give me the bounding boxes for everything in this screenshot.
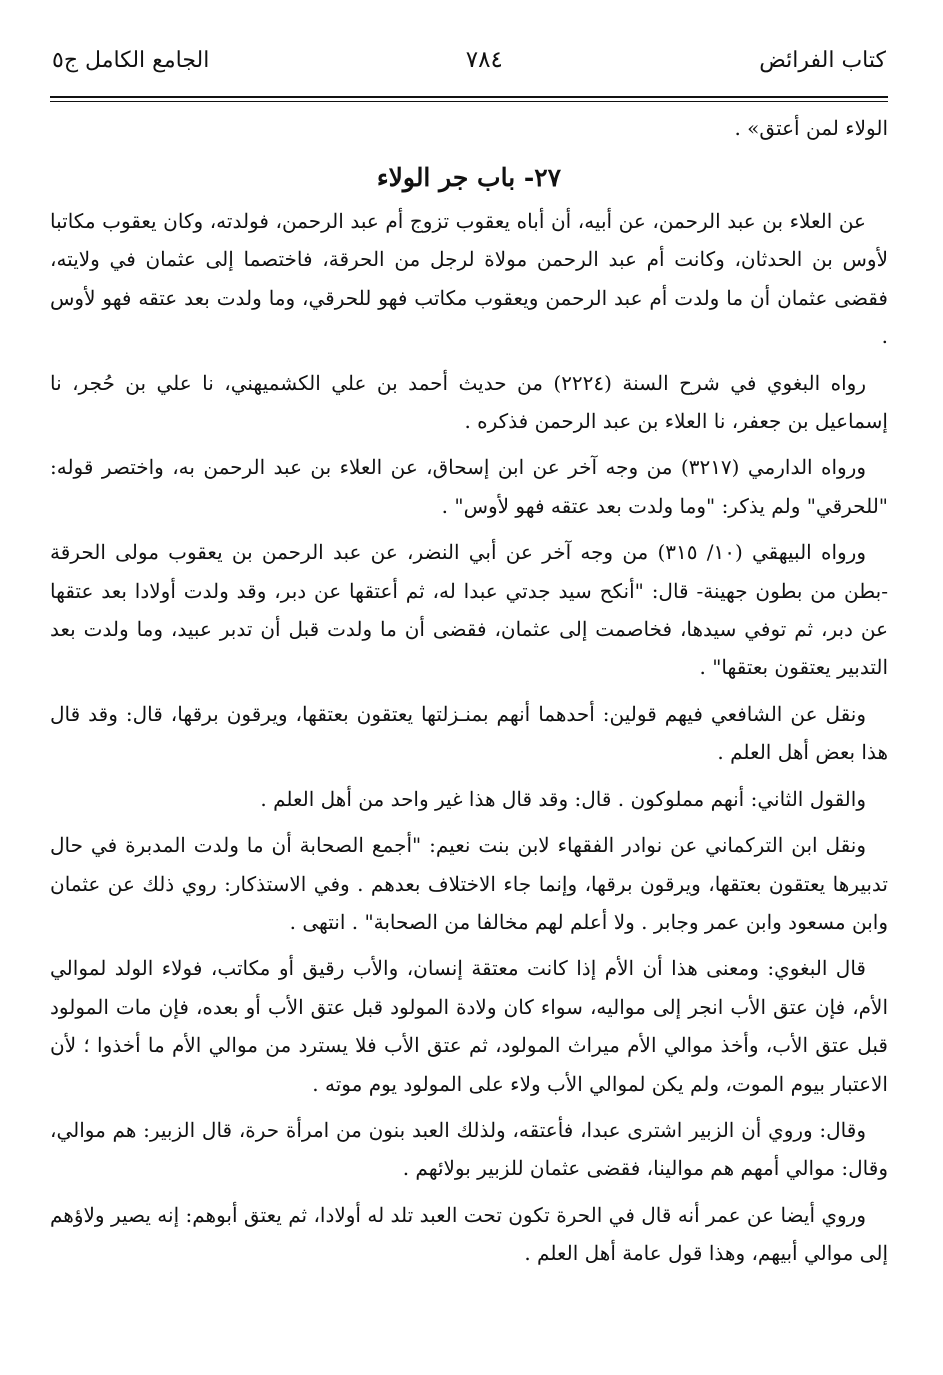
page-number: ٧٨٤ xyxy=(465,47,503,73)
chapter-title: ٢٧- باب جر الولاء xyxy=(376,163,562,192)
paragraph: ونقل ابن التركماني عن نوادر الفقهاء لابن بنت نعيم: "أجمع الصحابة أن ما ولدت المدبرة في حال تدبيرها يعتقون بعتقها، ويرقون برقها، وإنما جاء الاختلاف بعدهم . وفي الاستذكار: روي ذلك عن عثمان وابن مسعود وابن عمر وجابر . ولا أعلم لهم مخالفا من الصحابة" . انتهى . xyxy=(50,833,888,934)
paragraph: وقال: وروي أن الزبير اشترى عبدا، فأعتقه، ولذلك العبد بنون من امرأة حرة، قال الزبير: هم موالي، وقال: موالي أمهم هم موالينا، فقضى عثمان للزبير بولائهم . xyxy=(50,1117,888,1181)
paragraph: قال البغوي: ومعنى هذا أن الأم إذا كانت معتقة إنسان، والأب رقيق أو مكاتب، فولاء الولد لموالي الأم، فإن عتق الأب انجر إلى مواليه، سواء كان ولادة المولود قبل عتق الأب أو بعده، فإن مات المولود قبل عتق الأب، وأخذ موالي الأم ميراث المولود، ثم عتق الأب فلا يسترد من موالي الأم ما أخذوا ؛ لأن الاعتبار بيوم الموت، ولم يكن لموالي الأب ولاء على المولود يوم موته . xyxy=(50,956,888,1096)
header-volume-title: الجامع الكامل ج٥ xyxy=(52,48,210,73)
paragraph: رواه البغوي في شرح السنة (٢٢٢٤) من حديث أحمد بن علي الكشميهني، نا علي بن حُجر، نا إسماعيل بن جعفر، نا العلاء بن عبد الرحمن فذكره . xyxy=(50,370,888,434)
paragraph: والقول الثاني: أنهم مملوكون . قال: وقد قال هذا غير واحد من أهل العلم . xyxy=(260,786,866,811)
book-page xyxy=(50,40,888,1281)
paragraph: ورواه الدارمي (٣٢١٧) من وجه آخر عن ابن إسحاق، عن العلاء بن عبد الرحمن به، واختصر قوله: "للحرقي" ولم يذكر: "وما ولدت بعد عتقه فهو لأوس" . xyxy=(50,455,888,518)
header-rule xyxy=(50,96,888,102)
paragraph: ورواه البيهقي (١٠/ ٣١٥) من وجه آخر عن أبي النضر، عن عبد الرحمن بن يعقوب مولى الحرقة -بطن من بطون جهينة- قال: "أنكح سيد جدتي عبدا له، ثم أعتقها عن دبر، وقد ولدت أولادا بعد عتقها عن دبر، ثم توفي سيدها، فخاصمت إلى عثمان، فقضى أن ما ولدت قبل أن تدبر عبيد، وما ولدت بعد التدبير يعتقون بعتقها" . xyxy=(50,540,889,680)
continuation-line: الولاء لمن أعتق» . xyxy=(734,116,888,140)
paragraph: عن العلاء بن عبد الرحمن، عن أبيه، أن أباه يعقوب تزوج أم عبد الرحمن، فولدته، وكان يعقوب مكاتبا لأوس بن الحدثان، وكانت أم عبد الرحمن مولاة لرجل من الحرقة، فاختصما إلى عثمان في ولايته، فقضى عثمان أن ما ولدت أم عبد الرحمن ويعقوب مكاتب فهو للحرقي، وما ولدت بعد عتقه فهو لأوس . xyxy=(50,209,888,349)
paragraph: ونقل عن الشافعي فيهم قولين: أحدهما أنهم بمنـزلتها يعتقون بعتقها، ويرقون برقها، قال: وقد قال هذا بعض أهل العلم . xyxy=(50,701,888,765)
body-text xyxy=(50,202,888,1273)
header-book-title: كتاب الفرائض xyxy=(759,48,886,73)
paragraph: وروي أيضا عن عمر أنه قال في الحرة تكون تحت العبد تلد له أولادا، ثم يعتق أبوهم: إنه يصير ولاؤهم إلى موالي أبيهم، وهذا قول عامة أهل العلم . xyxy=(50,1202,888,1266)
running-header xyxy=(50,40,888,84)
